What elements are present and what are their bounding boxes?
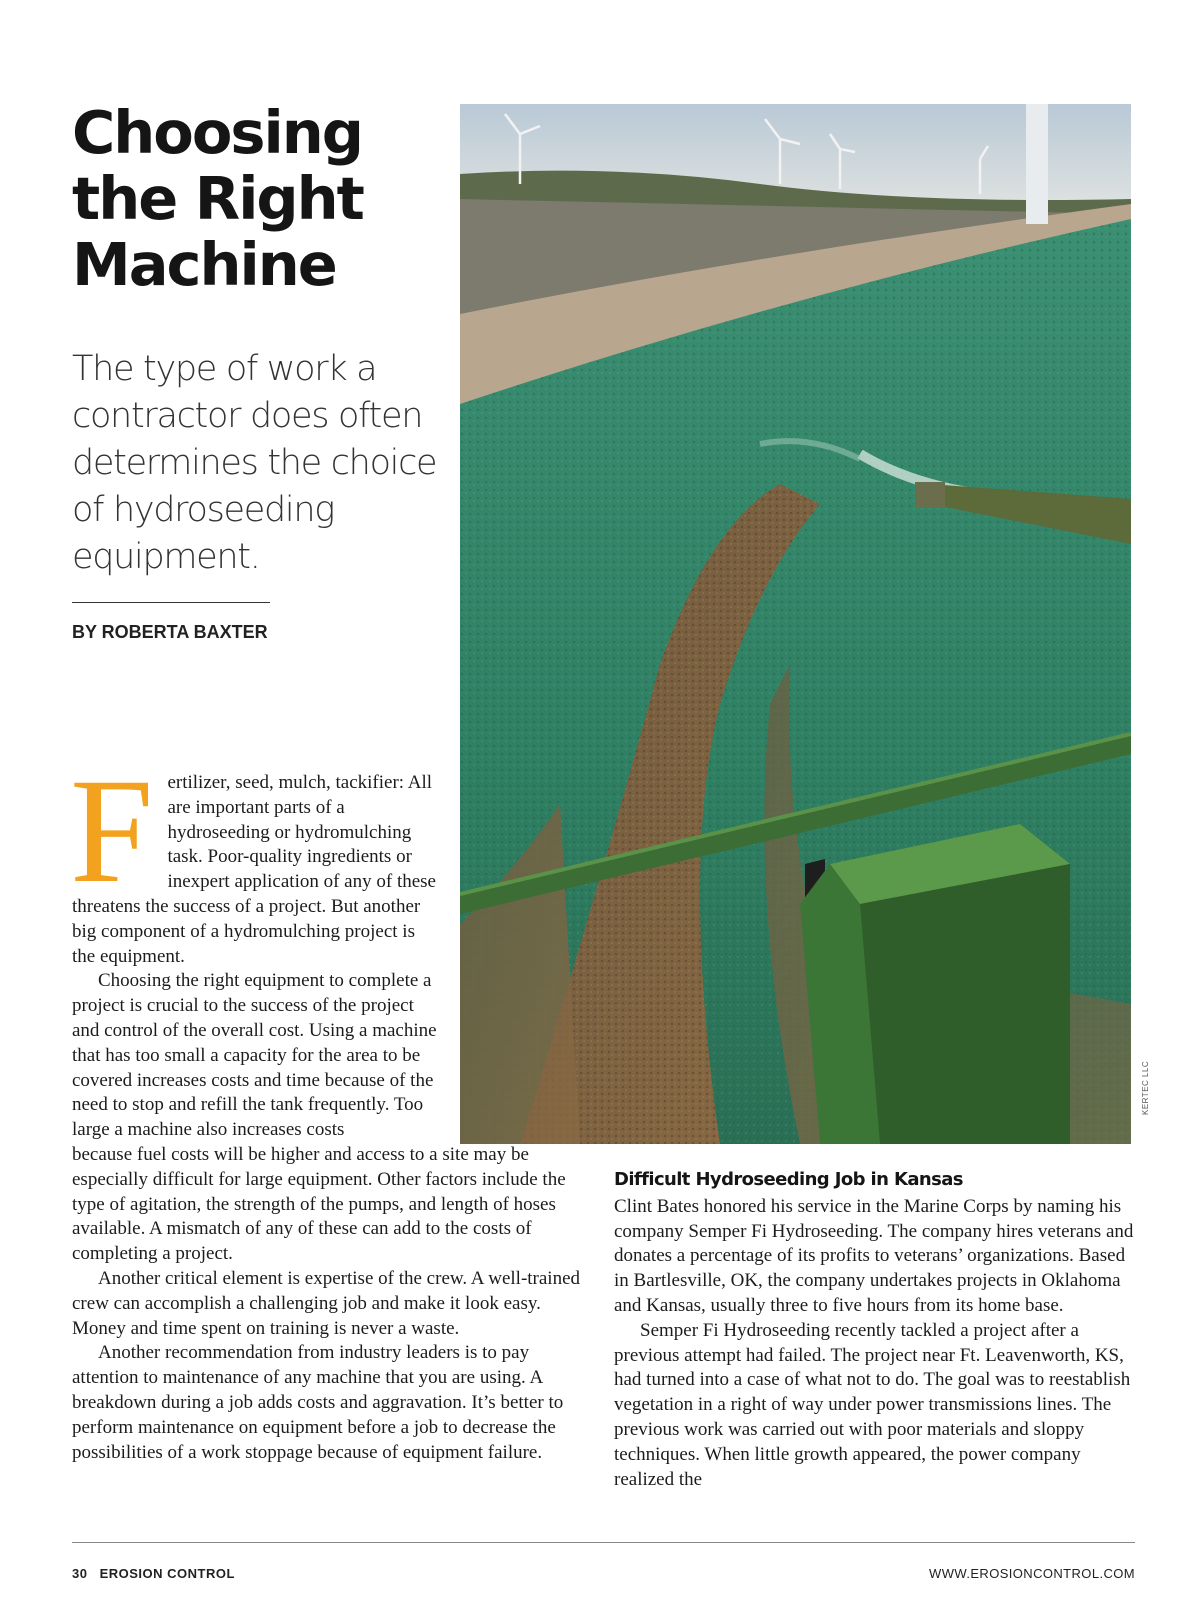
narrow-column [70,748,440,1143]
sidebar-column [614,1168,1134,1492]
paragraph-1-text: ertilizer, seed, mulch, tackifier: All are important parts of a hydroseeding or hydromulching task. Poor-quality ingredients or inexpert application of any of these threatens the success of a project. But another big component of a hydromulching project is the equipment. [72,772,436,967]
drop-cap: F [70,748,154,914]
article-title [72,100,452,298]
footer-url: WWW.EROSIONCONTROL.COM [929,1566,1135,1581]
sidebar-paragraph-2: Semper Fi Hydroseeding recently tackled a project after a previous attempt had failed. The project near Ft. Leavenworth, KS, had turned into a case of what not to do. The goal was to reestablish vegetation in a right of way under power transmissions lines. The previous work was carried out with poor materials and sloppy techniques. When little growth appeared, the power company realized the [614,1319,1131,1490]
byline-rule [72,602,270,603]
publication-name: EROSION CONTROL [99,1566,235,1581]
paragraph-4: Another recommendation from industry leaders is to pay attention to maintenance of any machine that you are using. A breakdown during a job adds costs and aggravation. It’s better to perform maintenance on equipment before a job to decrease the possibilities of a work stoppage because of equipment failure. [72,1342,564,1463]
paragraph-1 [70,748,440,969]
footer-rule [72,1542,1135,1543]
sidebar-heading: Difficult Hydroseeding Job in Kansas [614,1169,963,1190]
title-line-1: Choosing [72,98,362,167]
footer-folio [72,1566,235,1581]
paragraph-3: Another critical element is expertise of the crew. A well-trained crew can accomplish a challenging job and make it look easy. Money and time spent on training is never a waste. [72,1267,581,1339]
article-deck: The type of work a contractor does often determines the choice of hydroseeding equipment. [72,349,437,577]
paragraph-2-bottom: because fuel costs will be higher and access to a site may be especially difficult for large equipment. Other factors include the type of agitation, the strength of the pumps, and length of hoses available. A mismatch of any of these can add to the costs of completing a project. [72,1143,566,1265]
photo-credit: KERTEC LLC [1141,1060,1150,1115]
title-line-2: the Right [72,164,363,233]
paragraph-2-top: Choosing the right equipment to complete a project is crucial to the success of the project and control of the overall cost. Using a machine that has too small a capacity for the area to be covered increases costs and time because of the need to stop and refill the tank frequently. Too large a machine also increases costs [72,970,437,1141]
article-body-left [70,748,592,1465]
title-line-3: Machine [72,230,336,299]
byline: BY ROBERTA BAXTER [72,622,268,642]
page-number: 30 [72,1566,88,1581]
sidebar-paragraph-1: Clint Bates honored his service in the Marine Corps by naming his company Semper Fi Hydroseeding. The company hires veterans and donates a percentage of its profits to veterans’ organizations. Based in Bartlesville, OK, the company undertakes projects in Oklahoma and Kansas, usually three to five hours from its home base. [614,1195,1134,1316]
